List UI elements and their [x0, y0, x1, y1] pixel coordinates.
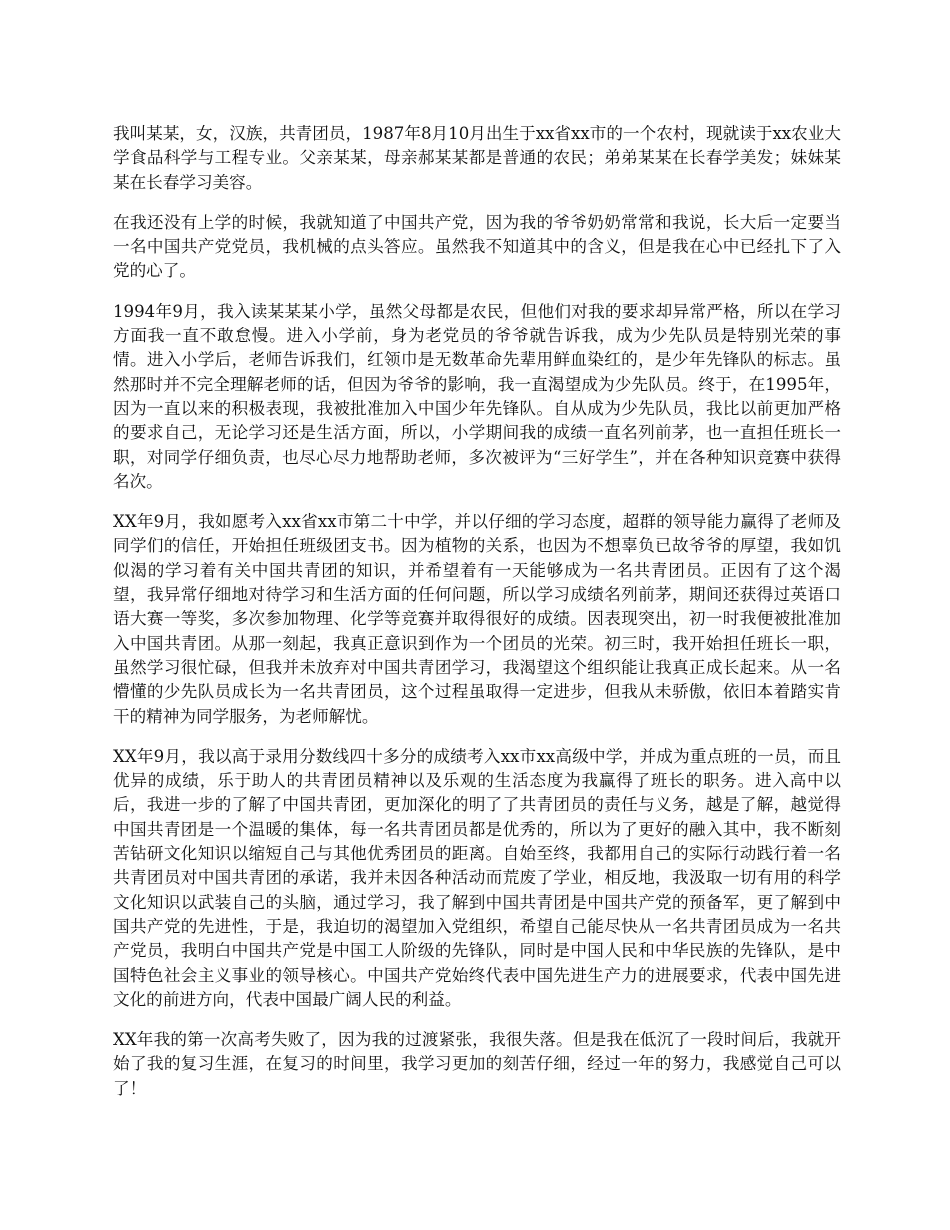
paragraph-middle-school: XX年9月，我如愿考入xx省xx市第二十中学，并以仔细的学习态度，超群的领导能力赢得了老师及同学们的信任，开始担任班级团支书。因为植物的关系，也因为不想辜负已故爷爷的厚望，我如饥似渴的学习着有关中国共青团的知识，并希望着有一天能够成为一名共青团员。正因有了这个渴望，我异常仔细地对待学习和生活方面的任何问题，所以学习成绩名列前茅，期间还获得过英语口语大赛一等奖，多次参加物理、化学等竞赛并取得很好的成绩。因表现突出，初一时我便被批准加入中国共青团。从那一刻起，我真正意识到作为一个团员的光荣。初三时，我开始担任班长一职，虽然学习很忙碌，但我并未放弃对中国共青团学习，我渴望这个组织能让我真正成长起来。从一名懵懂的少先队员成长为一名共青团员，这个过程虽取得一定进步，但我从未骄傲，依旧本着踏实肯干的精神为同学服务，为老师解忧。 [113, 512, 841, 726]
document-body [113, 122, 841, 1117]
paragraph-family-background: 我叫某某，女，汉族，共青团员，1987年8月10月出生于xx省xx市的一个农村，现就读于xx农业大学食品科学与工程专业。父亲某某，母亲郝某某都是普通的农民；弟弟某某在长春学美发；妹妹某某在长春学习美容。 [113, 124, 841, 192]
paragraph-college-entrance-exam: XX年我的第一次高考失败了，因为我的过渡紧张，我很失落。但是我在低沉了一段时间后，我就开始了我的复习生涯，在复习的时间里，我学习更加的刻苦仔细，经过一年的努力，我感觉自己可以了！ [113, 1030, 841, 1098]
paragraph-high-school: XX年9月，我以高于录用分数线四十多分的成绩考入xx市xx高级中学，并成为重点班的一员，而且优异的成绩，乐于助人的共青团员精神以及乐观的生活态度为我赢得了班长的职务。进入高中以后，我进一步的了解了中国共青团，更加深化的明了了共青团员的责任与义务，越是了解，越觉得中国共青团是一个温暖的集体，每一名共青团员都是优秀的，所以为了更好的融入其中，我不断刻苦钻研文化知识以缩短自己与其他优秀团员的距离。自始至终，我都用自己的实际行动践行着一名共青团员对中国共青团的承诺，我并未因各种活动而荒废了学业，相反地，我汲取一切有用的科学文化知识以武装自己的头脑，通过学习，我了解到中国共青团是中国共产党的预备军，更了解到中国共产党的先进性，于是，我迫切的渴望加入党组织，希望自己能尽快从一名共青团员成为一名共产党员，我明白中国共产党是中国工人阶级的先锋队，同时是中国人民和中华民族的先锋队，是中国特色社会主义事业的领导核心。中国共产党始终代表中国先进生产力的进展要求，代表中国先进文化的前进方向，代表中国最广阔人民的利益。 [113, 746, 841, 1009]
paragraph-childhood-aspiration: 在我还没有上学的时候，我就知道了中国共产党，因为我的爷爷奶奶常常和我说，长大后一定要当一名中国共产党党员，我机械的点头答应。虽然我不知道其中的含义，但是我在心中已经扎下了入党的心了。 [113, 212, 841, 281]
paragraph-primary-school: 1994年9月，我入读某某某小学，虽然父母都是农民，但他们对我的要求却异常严格，所以在学习方面我一直不敢怠慢。进入小学前，身为老党员的爷爷就告诉我，成为少先队员是特别光荣的事情。进入小学后，老师告诉我们，红领巾是无数革命先辈用鲜血染红的，是少年先锋队的标志。虽然那时并不完全理解老师的话，但因为爷爷的影响，我一直渴望成为少先队员。终于，在1995年，因为一直以来的积极表现，我被批准加入中国少年先锋队。自从成为少先队员，我比以前更加严格的要求自己，无论学习还是生活方面，所以，小学期间我的成绩一直名列前茅，也一直担任班长一职，对同学仔细负责，也尽心尽力地帮助老师，多次被评为“三好学生”，并在各种知识竞赛中获得名次。 [113, 301, 841, 491]
